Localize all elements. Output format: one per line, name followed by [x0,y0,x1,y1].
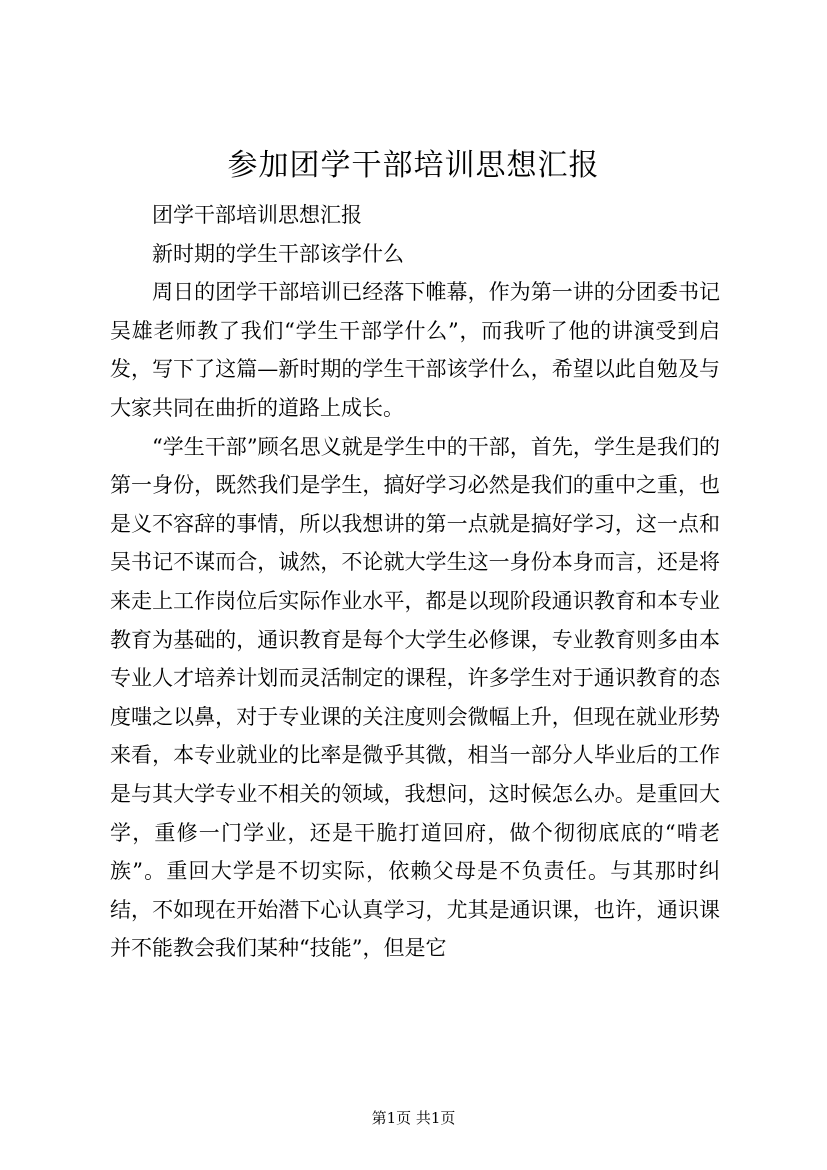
paragraph-subtitle: 团学干部培训思想汇报 [152,203,362,227]
document-title: 参加团学干部培训思想汇报 [227,148,600,183]
page-footer: 第1页 共1页 [371,1109,456,1127]
paragraph-intro: 周日的团学干部培训已经落下帷幕，作为第一讲的分团委书记吴雄老师教了我们“学生干部学什么”，而我听了他的讲演受到启发，写下了这篇—新时期的学生干部该学什么，希望以此自勉及与大家共同在曲折的道路上成长。 [110,280,720,420]
paragraph-heading: 新时期的学生干部该学什么 [152,241,404,266]
paragraph-main: “学生干部”顾名思义就是学生中的干部，首先，学生是我们的第一身份，既然我们是学生，搞好学习必然是我们的重中之重，也是义不容辞的事情，所以我想讲的第一点就是搞好学习，这一点和吴书记不谋而合，诚然，不论就大学生这一身份本身而言，还是将来走上工作岗位后实际作业水平，都是以现阶段通识教育和本专业教育为基础的，通识教育是每个大学生必修课，专业教育则多由本专业人才培养计划而灵活制定的课程，许多学生对于通识教育的态度嗤之以鼻，对于专业课的关注度则会微幅上升，但现在就业形势来看，本专业就业的比率是微乎其微，相当一部分人毕业后的工作是与其大学专业不相关的领域，我想问，这时候怎么办。是重回大学，重修一门学业，还是干脆打道回府，做个彻彻底底的“啃老族”。重回大学是不切实际，依赖父母是不负责任。与其那时纠结，不如现在开始潜下心认真学习，尤其是通识课，也许，通识课并不能教会我们某种“技能”，但是它 [110,434,720,961]
document-body [110,196,720,968]
